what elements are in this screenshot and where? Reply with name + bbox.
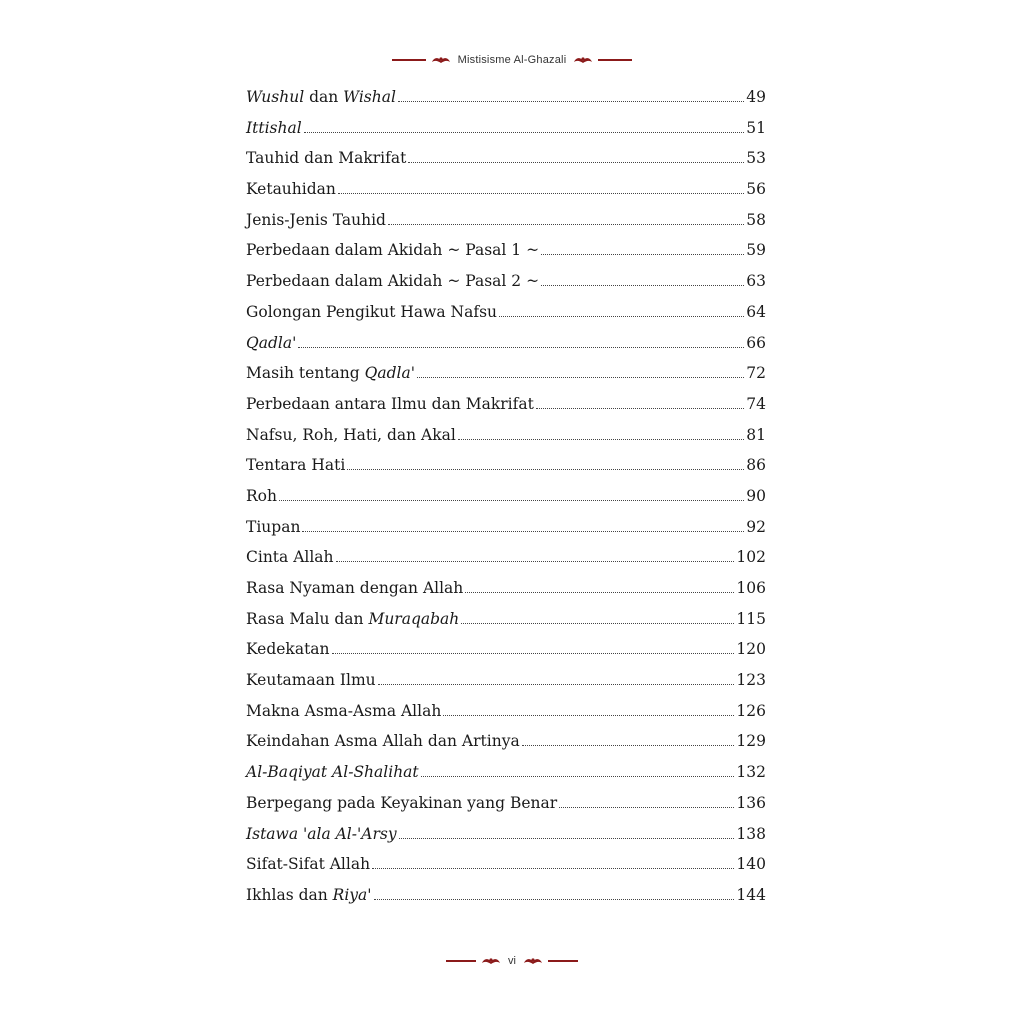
toc-title-italic-part: Qadla' — [246, 333, 297, 352]
toc-entry-title — [246, 702, 441, 720]
toc-dot-leader — [279, 500, 744, 501]
toc-title-part: Berpegang pada Keyakinan yang Benar — [246, 793, 558, 812]
toc-entry-title — [246, 334, 296, 352]
toc-entry-title — [246, 426, 456, 444]
toc-page-number: 86 — [746, 456, 766, 475]
toc-dot-leader — [443, 715, 734, 716]
toc-entry — [246, 211, 766, 242]
toc-page-number: 106 — [736, 579, 766, 597]
toc-entry — [246, 88, 766, 119]
toc-entry-title — [246, 88, 396, 106]
toc-page-number: 59 — [746, 241, 766, 260]
running-header — [0, 49, 1024, 71]
toc-entry-title — [246, 456, 345, 474]
toc-title-part: Ikhlas dan — [246, 885, 333, 904]
toc-entry — [246, 640, 766, 671]
toc-title-italic-part: Wishal — [343, 88, 396, 106]
toc-page-number: 90 — [746, 486, 766, 505]
toc-title-part: Rasa Nyaman dengan Allah — [246, 579, 464, 597]
page-footer — [0, 951, 1024, 971]
table-of-contents — [246, 88, 766, 917]
toc-page-number: 66 — [746, 333, 766, 352]
toc-entry-title — [246, 487, 277, 505]
toc-page-number: 138 — [736, 824, 766, 843]
toc-page-number: 81 — [746, 425, 766, 444]
toc-title-italic-part: Wushul — [246, 88, 305, 106]
toc-entry-title — [246, 518, 300, 536]
toc-dot-leader — [461, 623, 734, 624]
toc-page-number: 115 — [736, 609, 766, 628]
toc-page-number: 63 — [746, 272, 766, 291]
toc-dot-leader — [332, 653, 735, 654]
toc-entry — [246, 272, 766, 303]
toc-dot-leader — [536, 408, 744, 409]
header-title: Mistisisme Al-Ghazali — [457, 54, 567, 66]
toc-entry-title — [246, 180, 336, 198]
toc-entry-title — [246, 211, 386, 229]
toc-page-number: 58 — [746, 210, 766, 229]
toc-title-part: Jenis-Jenis Tauhid — [246, 210, 386, 229]
toc-title-part: Nafsu, Roh, Hati, dan Akal — [246, 425, 456, 444]
toc-entry-title — [246, 364, 415, 382]
toc-entry-title — [246, 794, 557, 812]
toc-entry — [246, 518, 766, 549]
toc-page-number: 129 — [736, 732, 766, 751]
toc-dot-leader — [388, 224, 744, 225]
toc-title-part: Perbedaan dalam Akidah ~ Pasal 1 ~ — [246, 241, 540, 260]
toc-dot-leader — [372, 868, 734, 869]
toc-title-part: Keindahan Asma Allah dan Artinya — [246, 732, 520, 751]
toc-page-number: 49 — [746, 88, 766, 106]
toc-entry — [246, 303, 766, 334]
toc-entry — [246, 149, 766, 180]
toc-entry-title — [246, 149, 406, 167]
toc-dot-leader — [374, 899, 735, 900]
toc-page-number: 53 — [746, 149, 766, 168]
toc-entry — [246, 886, 766, 917]
toc-entry-title — [246, 119, 302, 137]
footer-rule-left — [446, 960, 476, 962]
toc-dot-leader — [499, 316, 744, 317]
toc-dot-leader — [559, 807, 734, 808]
toc-entry — [246, 732, 766, 763]
toc-entry — [246, 763, 766, 794]
toc-entry-title — [246, 671, 376, 689]
header-rule-right — [598, 59, 632, 61]
toc-entry-title — [246, 732, 520, 750]
footer-rule-right — [548, 960, 578, 962]
toc-entry — [246, 579, 766, 610]
toc-page-number: 132 — [736, 763, 766, 782]
toc-dot-leader — [417, 377, 744, 378]
toc-entry-title — [246, 825, 397, 843]
toc-page-number: 51 — [746, 118, 766, 137]
scroll-ornament-icon — [572, 55, 594, 65]
toc-entry — [246, 364, 766, 395]
toc-page-number: 72 — [746, 364, 766, 383]
scroll-ornament-icon — [480, 956, 502, 966]
toc-title-part: Cinta Allah — [246, 548, 334, 567]
toc-entry-title — [246, 640, 330, 658]
toc-entry — [246, 180, 766, 211]
toc-entry — [246, 702, 766, 733]
toc-title-part: Roh — [246, 486, 277, 505]
toc-title-italic-part: Muraqabah — [368, 609, 460, 628]
scroll-ornament-icon — [522, 956, 544, 966]
toc-dot-leader — [398, 101, 744, 102]
toc-title-part: Perbedaan dalam Akidah ~ Pasal 2 ~ — [246, 272, 540, 291]
toc-title-italic-part: Al-Baqiyat Al-Shalihat — [246, 763, 419, 782]
toc-title-part: Tauhid dan Makrifat — [246, 149, 407, 168]
toc-entry — [246, 610, 766, 641]
toc-page-number: 140 — [736, 855, 766, 874]
toc-entry-title — [246, 610, 459, 628]
toc-entry — [246, 426, 766, 457]
toc-entry-title — [246, 303, 497, 321]
toc-entry — [246, 334, 766, 365]
toc-page-number: 102 — [736, 548, 766, 567]
toc-dot-leader — [304, 132, 745, 133]
toc-dot-leader — [465, 592, 734, 593]
toc-dot-leader — [522, 745, 735, 746]
toc-page-number: 126 — [736, 701, 766, 720]
footer-ornament-group — [446, 955, 578, 967]
toc-entry-title — [246, 395, 534, 413]
toc-title-part: Masih tentang — [246, 364, 365, 383]
toc-dot-leader — [338, 193, 744, 194]
toc-page-number: 136 — [736, 793, 766, 812]
toc-title-part: Keutamaan Ilmu — [246, 671, 376, 690]
toc-page-number: 144 — [736, 885, 766, 904]
toc-title-part: Tiupan — [246, 517, 301, 536]
scroll-ornament-icon — [430, 55, 452, 65]
toc-entry — [246, 487, 766, 518]
toc-entry-title — [246, 272, 539, 290]
toc-dot-leader — [298, 347, 744, 348]
toc-page-number: 64 — [746, 302, 766, 321]
page-number: vi — [508, 955, 516, 967]
toc-entry-title — [246, 241, 539, 259]
toc-page-number: 92 — [746, 517, 766, 536]
toc-entry-title — [246, 886, 372, 904]
toc-title-part: Kedekatan — [246, 640, 330, 659]
toc-entry — [246, 119, 766, 150]
toc-entry-title — [246, 855, 370, 873]
header-ornament-group — [392, 54, 633, 66]
toc-title-part: Sifat-Sifat Allah — [246, 855, 371, 874]
toc-dot-leader — [378, 684, 735, 685]
toc-entry-title — [246, 763, 419, 781]
toc-title-part: Golongan Pengikut Hawa Nafsu — [246, 302, 498, 321]
toc-entry-title — [246, 579, 463, 597]
toc-page-number: 120 — [736, 640, 766, 659]
toc-entry — [246, 671, 766, 702]
toc-title-part: Tentara Hati — [246, 456, 346, 475]
toc-entry — [246, 548, 766, 579]
toc-dot-leader — [541, 285, 744, 286]
header-rule-left — [392, 59, 426, 61]
toc-dot-leader — [302, 531, 744, 532]
toc-title-part: Rasa Malu dan — [246, 609, 369, 628]
toc-title-italic-part: Istawa 'ala Al-'Arsy — [246, 824, 397, 843]
toc-page-number: 56 — [746, 180, 766, 199]
toc-entry — [246, 794, 766, 825]
toc-entry — [246, 456, 766, 487]
toc-page-number: 123 — [736, 671, 766, 690]
toc-dot-leader — [421, 776, 735, 777]
toc-dot-leader — [336, 561, 735, 562]
toc-title-part: Perbedaan antara Ilmu dan Makrifat — [246, 394, 534, 413]
toc-dot-leader — [458, 439, 744, 440]
toc-dot-leader — [347, 469, 744, 470]
toc-dot-leader — [541, 254, 744, 255]
toc-entry — [246, 395, 766, 426]
toc-title-italic-part: Riya' — [332, 885, 372, 904]
toc-title-part: Makna Asma-Asma Allah — [246, 701, 442, 720]
toc-title-part: Ketauhidan — [246, 180, 336, 199]
toc-entry — [246, 855, 766, 886]
toc-title-italic-part: Ittishal — [246, 118, 302, 137]
toc-entry — [246, 241, 766, 272]
toc-entry — [246, 825, 766, 856]
toc-dot-leader — [408, 162, 744, 163]
toc-title-italic-part: Qadla' — [364, 364, 415, 383]
toc-page-number: 74 — [746, 394, 766, 413]
toc-dot-leader — [399, 838, 735, 839]
toc-entry-title — [246, 548, 334, 566]
toc-title-part: dan — [304, 88, 344, 106]
